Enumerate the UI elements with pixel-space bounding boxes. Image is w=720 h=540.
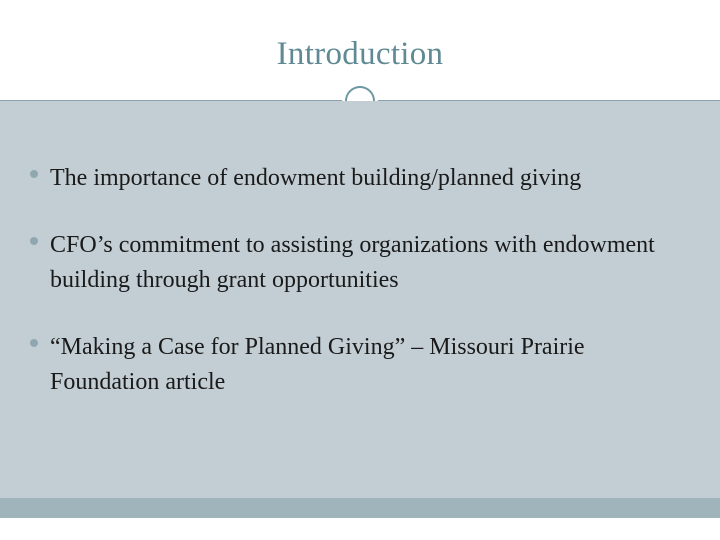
list-item [28,161,678,196]
body-area [0,101,720,498]
list-item-text: “Making a Case for Planned Giving” – Missouri Prairie Foundation article [50,334,585,395]
list-item [28,228,678,298]
page-title: Introduction [276,36,444,72]
bullet-dot-icon [28,161,50,178]
list-item [28,330,678,400]
bullet-list [28,161,678,432]
bottom-white-band [0,518,720,540]
list-item-text: The importance of endowment building/planned giving [50,165,582,191]
bottom-accent-band [0,498,720,518]
bullet-dot-icon [28,330,50,347]
list-item-text: CFO’s commitment to assisting organizations with endowment building through grant opportunities [50,232,655,293]
bullet-dot-icon [28,228,50,245]
